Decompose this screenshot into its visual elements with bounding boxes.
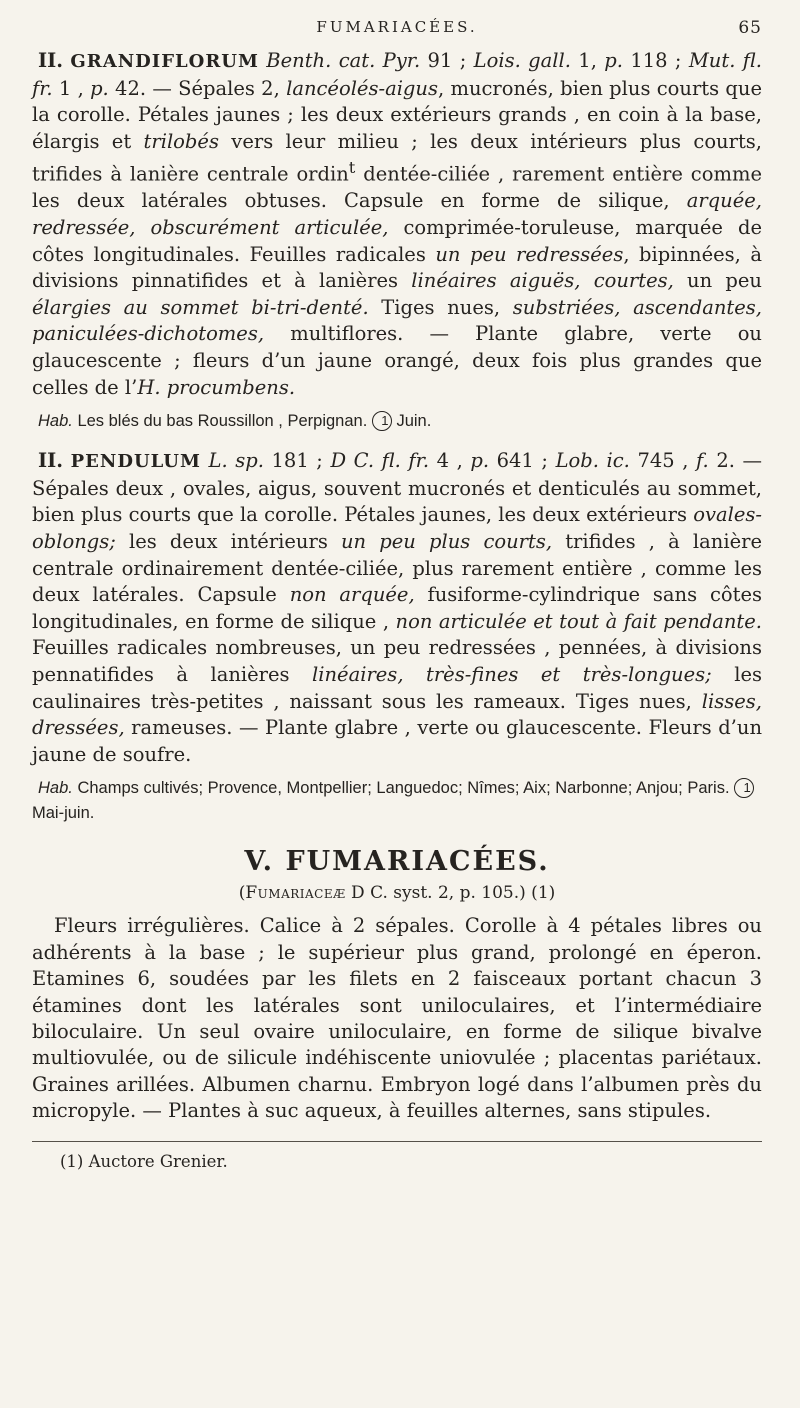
- family-description: Fleurs irrégulières. Calice à 2 sépales. Corolle à 4 pétales libres ou adhérents à la base ; le supérieur plus grand, prolongé en éperon. Etamines 6, soudées par les filets en 2 faisceaux portant chacun 3 étamines dont les latérales sont uniloculaires, et l’intermédiaire biloculaire. Un seul ovaire uniloculaire, en forme de silique bivalve multiovulée, ou de silicule indéhiscente uniovulée ; placentas pariétaux. Graines arillées. Albumen charnu. Embryon logé dans l’albumen près du micropyle. — Plantes à suc aqueux, à feuilles alternes, sans stipules.: [32, 914, 762, 1123]
- entry-number: II.: [38, 449, 64, 473]
- perennial-symbol-icon: 1: [372, 411, 392, 431]
- habitat-line: Hab. Champs cultivés; Provence, Montpellier; Languedoc; Nîmes; Aix; Narbonne; Anjou; Paris. 1 Mai-juin.: [32, 776, 762, 826]
- running-title: FUMARIACÉES.: [316, 18, 478, 36]
- page-number: 65: [738, 18, 762, 38]
- family-reference: (Fumariaceæ D C. syst. 2, p. 105.) (1): [238, 883, 556, 904]
- running-head: [32, 18, 762, 44]
- species-name: GRANDIFLORUM: [70, 51, 259, 72]
- species-entry-pendulum: II. PENDULUM L. sp. 181 ; D C. fl. fr. 4 , p. 641 ; Lob. ic. 745 , f. 2. — Sépales deux , ovales, aigus, souvent mucronés et denticulés au sommet, bien plus courts que la corolle. Pétales jaunes, les deux extérieurs ovales-oblongs; les deux intérieurs un peu plus courts, trifides , à lanière centrale ordinairement dentée-ciliée, plus rarement entière , comme les deux latérales. Capsule non arquée, fusiforme-cylindrique sans côtes longitudinales, en forme de silique , non articulée et tout à fait pendante. Feuilles radicales nombreuses, un peu redressées , pennées, à divisions pennatifides à lanières linéaires, très-fines et très-longues; les caulinaires très-petites , naissant sous les rameaux. Tiges nues, lisses, dressées, rameuses. — Plante glabre , verte ou glaucescente. Fleurs d’un jaune de soufre.: [32, 449, 763, 766]
- footnote-marker: (1): [525, 883, 556, 904]
- habitat-line: Hab. Les blés du bas Roussillon , Perpignan. 1 Juin.: [38, 412, 432, 431]
- perennial-symbol-icon: 1: [734, 778, 754, 798]
- species-entry-grandiflorum: II. GRANDIFLORUM Benth. cat. Pyr. 91 ; Lois. gall. 1, p. 118 ; Mut. fl. fr. 1 , p. 42. — Sépales 2, lancéolés-aigus, mucronés, bien plus courts que la corolle. Pétales jaunes ; les deux extérieurs grands , en coin à la base, élargis et trilobés vers leur milieu ; les deux intérieurs plus courts, trifides à lanière centrale ordin$^t$ dentée-ciliée , rarement entière comme les deux latérales obtuses. Capsule en forme de silique, arquée, redressée, obscurément articulée, comprimée-toruleuse, marquée de côtes longitudinales. Feuilles radicales un peu redressées, bipinnées, à divisions pinnatifides et à lanières linéaires aiguës, courtes, un peu élargies au sommet bi-tri-denté. Tiges nues, substriées, ascendantes, paniculées-dichotomes, multiflores. — Plante glabre, verte ou glaucescente ; fleurs d’un jaune orangé, deux fois plus grandes que celles de l’H. procumbens.: [32, 49, 762, 399]
- footnote-divider: [32, 1141, 762, 1142]
- entry-number: II.: [38, 49, 64, 72]
- family-heading: V. FUMARIACÉES.: [244, 846, 550, 878]
- footnote: (1) Auctore Grenier.: [60, 1151, 228, 1171]
- species-name: PENDULUM: [70, 451, 201, 473]
